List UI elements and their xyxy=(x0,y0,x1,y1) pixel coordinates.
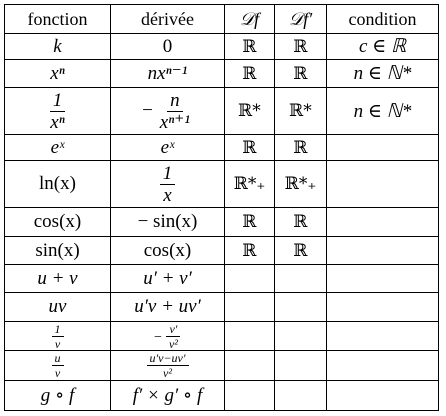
cell-derivee: u′v + uv′ xyxy=(111,293,225,322)
cell-condition xyxy=(327,161,439,208)
cell-domain-f: ℝ* xyxy=(225,88,275,135)
cell-derivee: f′ × g′ ∘ f xyxy=(111,381,225,411)
cell-domain-f xyxy=(225,322,275,351)
fraction-numerator: u xyxy=(52,352,64,366)
cell-derivee: cos(x) xyxy=(111,237,225,265)
fraction xyxy=(157,91,193,132)
cell-domain-f xyxy=(225,381,275,411)
table-row xyxy=(5,34,439,60)
fraction-denominator: v² xyxy=(168,336,178,351)
cell-derivee xyxy=(111,88,225,135)
header-row xyxy=(5,5,439,34)
cell-condition xyxy=(327,265,439,293)
cell-condition xyxy=(327,208,439,237)
fraction xyxy=(52,323,64,350)
table-row xyxy=(5,88,439,135)
cell-fonction xyxy=(5,322,111,351)
cell-domain-f: ℝ*₊ xyxy=(225,161,275,208)
table-row xyxy=(5,135,439,161)
fraction-numerator: u′v−uv′ xyxy=(147,352,189,366)
cell-fonction xyxy=(5,351,111,381)
cell-domain-fprime xyxy=(275,381,327,411)
cell-domain-f xyxy=(225,351,275,381)
cell-derivee: eˣ xyxy=(111,135,225,161)
header-derivee: dérivée xyxy=(111,5,225,34)
cell-domain-fprime xyxy=(275,293,327,322)
table-row xyxy=(5,351,439,381)
fraction xyxy=(52,352,64,379)
fraction-denominator: xⁿ xyxy=(50,111,65,133)
fraction xyxy=(166,323,181,350)
cell-domain-fprime: ℝ xyxy=(275,135,327,161)
cell-derivee xyxy=(111,351,225,381)
cell-domain-fprime xyxy=(275,265,327,293)
cell-fonction: uv xyxy=(5,293,111,322)
derivative-table xyxy=(4,4,439,411)
table-row xyxy=(5,208,439,237)
fraction-numerator: 1 xyxy=(160,164,176,185)
cell-condition xyxy=(327,351,439,381)
cell-derivee xyxy=(111,322,225,351)
fraction-numerator: n xyxy=(167,91,183,112)
table-row xyxy=(5,237,439,265)
fraction-denominator: x xyxy=(163,184,172,206)
cell-domain-fprime: ℝ*₊ xyxy=(275,161,327,208)
cell-fonction xyxy=(5,88,111,135)
cell-condition xyxy=(327,322,439,351)
header-domain-fprime: 𝒟f′ xyxy=(275,5,327,34)
table-row xyxy=(5,293,439,322)
minus-sign: − xyxy=(154,329,162,345)
fraction-numerator: v′ xyxy=(166,323,180,337)
cell-fonction: sin(x) xyxy=(5,237,111,265)
cell-derivee: u′ + v′ xyxy=(111,265,225,293)
header-condition: condition xyxy=(327,5,439,34)
cell-domain-fprime: ℝ xyxy=(275,60,327,88)
table-row xyxy=(5,265,439,293)
cell-domain-fprime: ℝ xyxy=(275,208,327,237)
cell-domain-fprime xyxy=(275,322,327,351)
cell-condition xyxy=(327,293,439,322)
fraction-denominator: v² xyxy=(163,366,172,380)
table-row xyxy=(5,60,439,88)
cell-fonction: eˣ xyxy=(5,135,111,161)
cell-domain-f: ℝ xyxy=(225,60,275,88)
cell-domain-f: ℝ xyxy=(225,237,275,265)
cell-domain-fprime: ℝ xyxy=(275,34,327,60)
cell-condition xyxy=(327,135,439,161)
header-fonction: fonction xyxy=(5,5,111,34)
header-domain-f: 𝒟f xyxy=(225,5,275,34)
fraction-denominator: v xyxy=(54,336,61,351)
fraction-numerator: 1 xyxy=(52,323,64,337)
cell-domain-fprime xyxy=(275,351,327,381)
cell-domain-f: ℝ xyxy=(225,208,275,237)
cell-domain-f xyxy=(225,265,275,293)
cell-fonction: g ∘ f xyxy=(5,381,111,411)
cell-domain-f: ℝ xyxy=(225,34,275,60)
cell-fonction: ln(x) xyxy=(5,161,111,208)
cell-domain-fprime: ℝ xyxy=(275,237,327,265)
fraction xyxy=(47,91,67,132)
cell-domain-f xyxy=(225,293,275,322)
cell-fonction: u + v xyxy=(5,265,111,293)
cell-fonction: xⁿ xyxy=(5,60,111,88)
fraction-denominator: v xyxy=(54,366,61,380)
cell-condition xyxy=(327,381,439,411)
table-row xyxy=(5,381,439,411)
table-row xyxy=(5,322,439,351)
cell-fonction: k xyxy=(5,34,111,60)
fraction xyxy=(147,352,189,379)
cell-derivee: 0 xyxy=(111,34,225,60)
cell-fonction: cos(x) xyxy=(5,208,111,237)
cell-domain-f: ℝ xyxy=(225,135,275,161)
cell-derivee xyxy=(111,161,225,208)
cell-condition xyxy=(327,237,439,265)
cell-condition: c ∈ ℝ xyxy=(327,34,439,60)
fraction xyxy=(160,164,176,205)
cell-derivee: nxⁿ⁻¹ xyxy=(111,60,225,88)
cell-condition: n ∈ ℕ* xyxy=(327,88,439,135)
cell-derivee: − sin(x) xyxy=(111,208,225,237)
fraction-denominator: xⁿ⁺¹ xyxy=(159,111,190,133)
minus-sign: − xyxy=(142,99,153,121)
cell-domain-fprime: ℝ* xyxy=(275,88,327,135)
cell-condition: n ∈ ℕ* xyxy=(327,60,439,88)
table-row xyxy=(5,161,439,208)
fraction-numerator: 1 xyxy=(50,91,66,112)
